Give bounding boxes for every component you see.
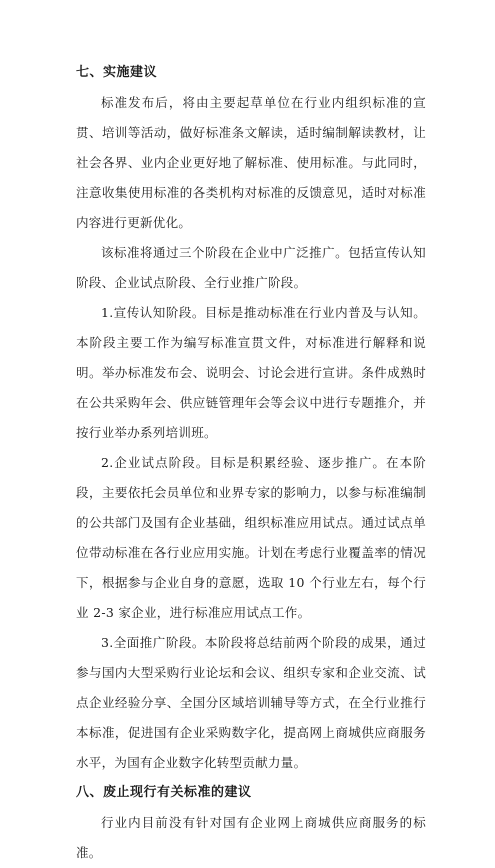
document-body	[76, 58, 426, 868]
paragraph-publicity-training: 标准发布后，将由主要起草单位在行业内组织标准的宣贯、培训等活动，做好标准条文解读，适时编制解读教材，让社会各界、业内企业更好地了解标准、使用标准。与此同时，注意收集使用标准的各类机构对标准的反馈意见，适时对标准内容进行更新优化。	[76, 95, 426, 230]
paragraph-stage-awareness: 1.宣传认知阶段。目标是推动标准在行业内普及与认知。本阶段主要工作为编写标准宣贯文件，对标准进行解释和说明。举办标准发布会、说明会、讨论会进行宣讲。条件成熟时在公共采购年会、供应链管理年会等会议中进行专题推介，并按行业举办系列培训班。	[76, 305, 426, 440]
section-heading-abolish-standards: 八、废止现行有关标准的建议	[76, 785, 252, 800]
paragraph-three-stages: 该标准将通过三个阶段在企业中广泛推广。包括宣传认知阶段、企业试点阶段、全行业推广阶段。	[76, 245, 426, 290]
section-heading-implementation: 七、实施建议	[76, 65, 158, 80]
paragraph-stage-rollout: 3.全面推广阶段。本阶段将总结前两个阶段的成果，通过参与国内大型采购行业论坛和会议、组织专家和企业交流、试点企业经验分享、全国分区域培训辅导等方式，在全行业推行本标准，促进国有企业采购数字化，提高网上商城供应商服务水平，为国有企业数字化转型贡献力量。	[76, 635, 426, 770]
paragraph-stage-pilot: 2.企业试点阶段。目标是积累经验、逐步推广。在本阶段，主要依托会员单位和业界专家的影响力，以参与标准编制的公共部门及国有企业基础，组织标准应用试点。通过试点单位带动标准在各行业应用实施。计划在考虑行业覆盖率的情况下，根据参与企业自身的意愿，选取 10 个行业左右，每个行业 2-3 家企业，进行标准应用试点工作。	[76, 455, 426, 620]
paragraph-no-existing-standard: 行业内目前没有针对国有企业网上商城供应商服务的标准。	[76, 815, 426, 860]
